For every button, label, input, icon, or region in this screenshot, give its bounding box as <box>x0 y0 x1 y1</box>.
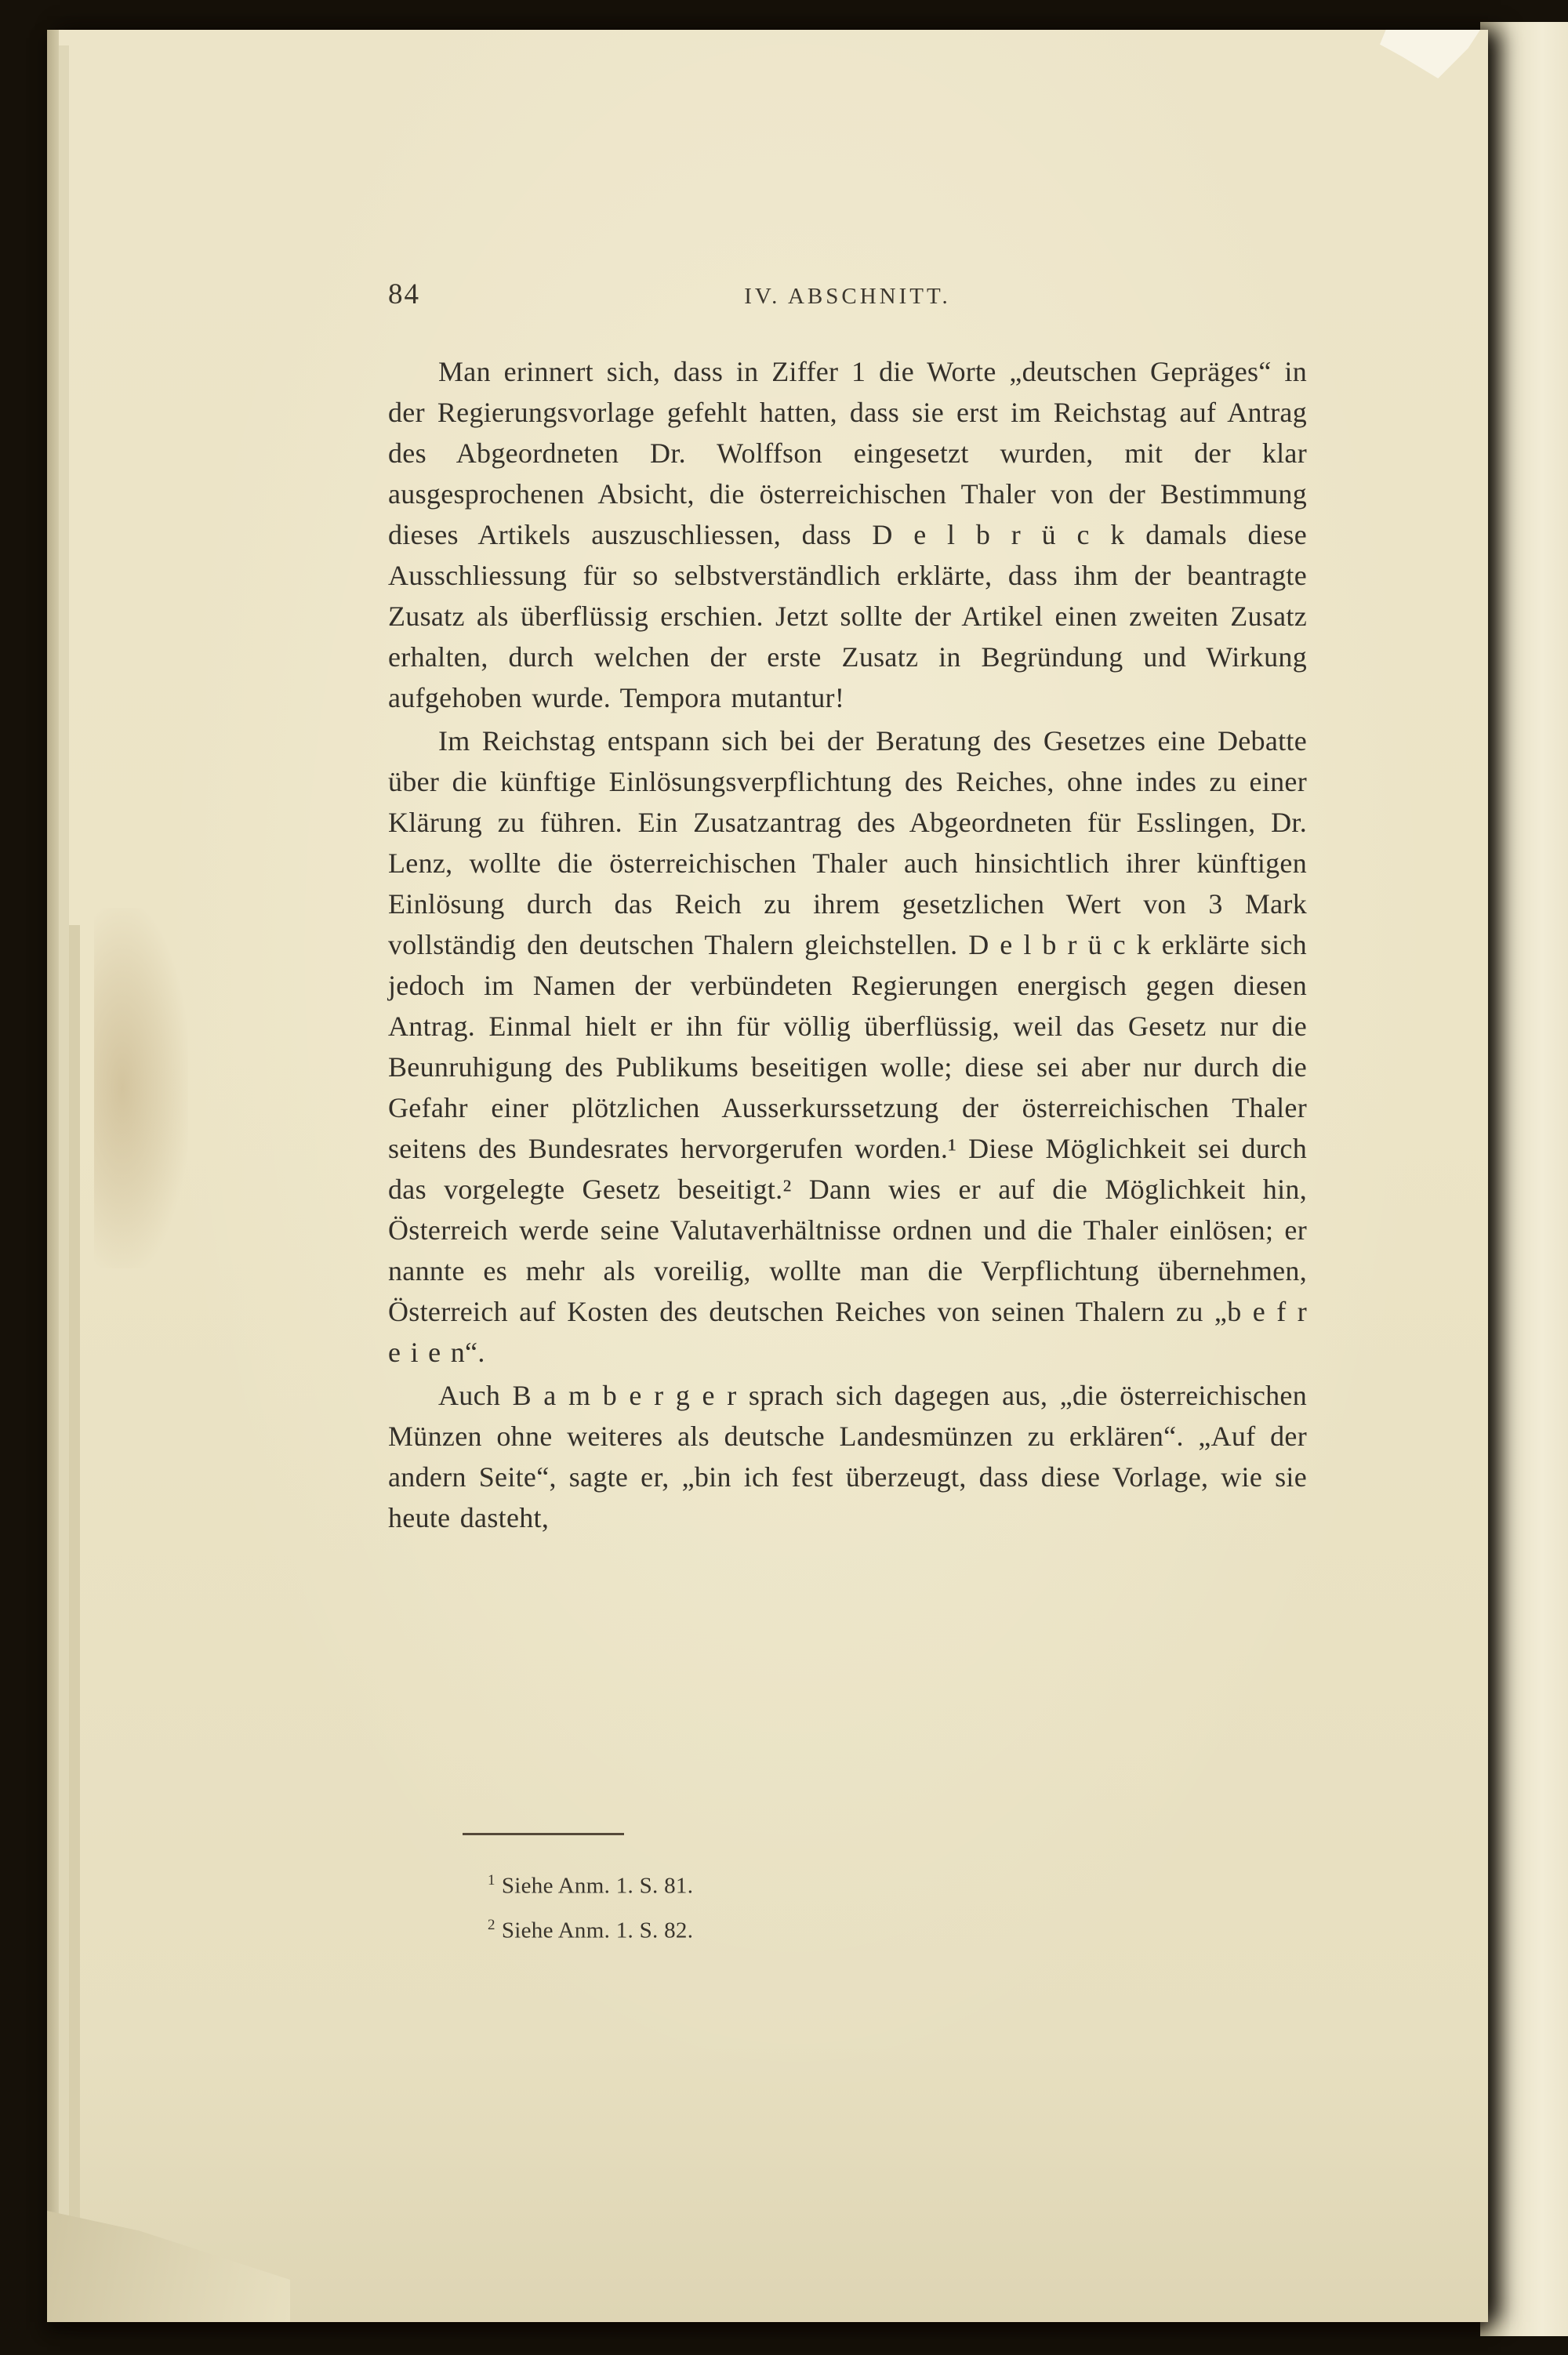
paper-stain <box>94 908 188 1268</box>
footnote-1-text: Siehe Anm. 1. S. 81. <box>501 1873 694 1899</box>
footnote-separator <box>463 1833 624 1835</box>
footnote-1 <box>488 1861 693 1906</box>
footnote-2-text: Siehe Anm. 1. S. 82. <box>501 1918 694 1943</box>
torn-paper-notch <box>1380 30 1480 78</box>
footnote-1-marker: 1 <box>488 1872 495 1889</box>
page-number: 84 <box>388 278 420 310</box>
book-page <box>47 30 1488 2322</box>
paper-stack-edge <box>59 45 69 2308</box>
footnote-2 <box>488 1906 693 1950</box>
paragraph-1: Man erinnert sich, dass in Ziffer 1 die Worte „deutschen Gepräges“ in der Regierungsvorlage gefehlt hatten, dass sie erst im Reichstag auf Antrag des Abgeordneten Dr. Wolffson eingesetzt wurden, mit der klar ausgesprochenen Absicht, die österreichischen Thaler von der Bestimmung dieses Artikels auszuschliessen, dass D e l b r ü c k damals diese Ausschliessung für so selbstverständlich erklärte, dass ihm der beantragte Zusatz als überflüssig erschien. Jetzt sollte der Artikel einen zweiten Zusatz erhalten, durch welchen der erste Zusatz in Begründung und Wirkung aufgehoben wurde. Tempora mutantur! <box>388 356 1307 713</box>
paper-stack-edge <box>47 30 59 2322</box>
paper-stack-edge <box>69 925 80 2317</box>
adjacent-page-edge <box>1480 22 1568 2336</box>
running-header: IV. ABSCHNITT. <box>744 284 951 309</box>
page-body <box>388 351 1307 1538</box>
paragraph-2: Im Reichstag entspann sich bei der Beratung des Gesetzes eine Debatte über die künftige Einlösungsverpflichtung des Reiches, ohne indes zu einer Klärung zu führen. Ein Zusatzantrag des Abgeordneten für Esslingen, Dr. Lenz, wollte die österreichischen Thaler auch hinsichtlich ihrer künftigen Einlösung durch das Reich zu ihrem gesetzlichen Wert von 3 Mark vollständig den deutschen Thalern gleichstellen. D e l b r ü c k erklärte sich jedoch im Namen der verbündeten Regierungen energisch gegen diesen Antrag. Einmal hielt er ihn für völlig überflüssig, weil das Gesetz nur die Beunruhigung des Publikums beseitigen wolle; diese sei aber nur durch die Gefahr einer plötzlichen Ausserkurssetzung der österreichischen Thaler seitens des Bundesrates hervorgerufen worden.¹ Diese Möglichkeit sei durch das vorgelegte Gesetz beseitigt.² Dann wies er auf die Möglichkeit hin, Österreich werde seine Valutaverhältnisse ordnen und die Thaler einlösen; er nannte es mehr als voreilig, wollte man die Verpflichtung übernehmen, Österreich auf Kosten des deutschen Reiches von seinen Thalern zu „b e f r e i e n“. <box>388 725 1307 1368</box>
footnote-2-marker: 2 <box>488 1916 495 1933</box>
footnotes <box>488 1861 693 1950</box>
paragraph-3: Auch B a m b e r g e r sprach sich dagegen aus, „die österreichischen Münzen ohne weiteres als deutsche Landesmünzen zu erklären“. „Auf der andern Seite“, sagte er, „bin ich fest überzeugt, dass diese Vorlage, wie sie heute dasteht, <box>388 1380 1307 1533</box>
